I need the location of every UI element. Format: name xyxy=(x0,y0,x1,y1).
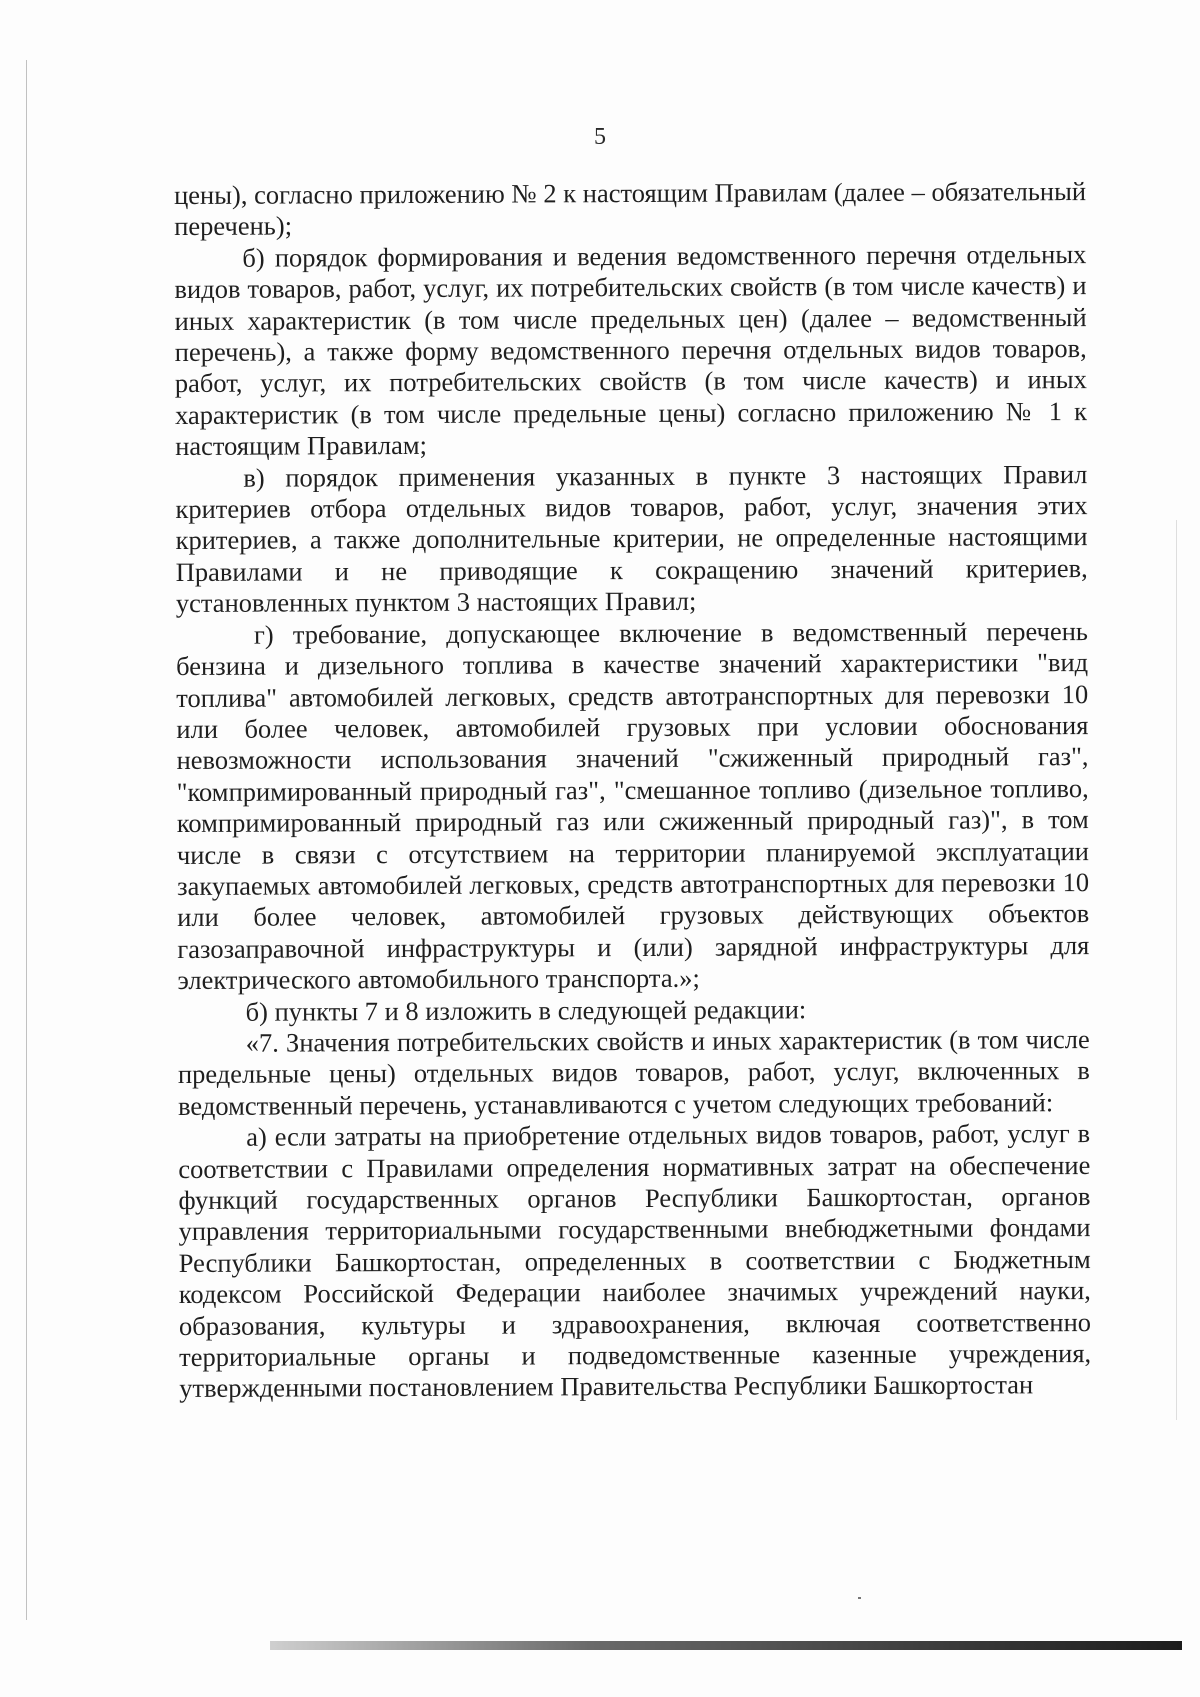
scan-edge-line xyxy=(1176,520,1177,1420)
paragraph: г) требование, допускающее включение в ведомственный перечень бензина и дизельного топлива в качестве значений характеристики "вид топлива" автомобилей легковых, средств автотранспортных для перевозки 10 или более человек, автомобилей грузовых при условии обоснования невозможности использования значений "сжиженный природный газ", "компримированный природный газ", "смешанное топливо (дизельное топливо, компримированный природный газ или сжиженный природный газ)", в том числе в связи с отсутствием на территории планируемой эксплуатации закупаемых автомобилей легковых, средств автотранспортных для перевозки 10 или более человек, автомобилей грузовых действующих объектов газозаправочной инфраструктуры и (или) зарядной инфраструктуры для электрического автомобильного транспорта.»; xyxy=(176,615,1090,996)
paragraph: а) если затраты на приобретение отдельных видов товаров, работ, услуг в соответствии с Правилами определения нормативных затрат на обеспечение функций государственных органов Республики Башкортостан, органов управления территориальными государственными внебюджетными фондами Республики Башкортостан, определенных в соответствии с Бюджетным кодексом Российской Федерации наиболее значимых учреждений науки, образования, культуры и здравоохранения, включая соответственно территориальные органы и подведомственные казенные учреждения, утвержденными постановлением Правительства Республики Башкортостан xyxy=(178,1118,1092,1404)
paragraph: «7. Значения потребительских свойств и иных характеристик (в том числе предельные цены) отдельных видов товаров, работ, услуг, включенных в ведомственный перечень, устанавливаются с учетом следующих требований: xyxy=(177,1023,1090,1121)
document-body xyxy=(174,176,1091,1405)
paragraph: в) порядок применения указанных в пункте 3 настоящих Правил критериев отбора отдельных видов товаров, работ, услуг, значения этих критериев, а также дополнительные критерии, не определенные настоящими Правилами и не приводящие к сокращению значений критериев, установленных пунктом 3 настоящих Правил; xyxy=(175,458,1088,619)
paragraph: б) пункты 7 и 8 изложить в следующей редакции: xyxy=(245,993,807,1027)
page-number: 5 xyxy=(594,124,606,150)
scan-edge-line xyxy=(26,60,27,1620)
paragraph: б) порядок формирования и ведения ведомственного перечня отдельных видов товаров, работ, услуг, их потребительских свойств (в том числе качеств) и иных характеристик (в том числе предельных цен) (далее – ведомственный перечень), а также форму ведомственного перечня отдельных видов товаров, работ, услуг, их потребительских свойств (в том числе качеств) и иных характеристик (в том числе предельные цены) согласно приложению № 1 к настоящим Правилам; xyxy=(174,238,1088,462)
scan-bottom-edge xyxy=(270,1641,1182,1650)
paragraph: цены), согласно приложению № 2 к настоящим Правилам (далее – обязательный перечень); xyxy=(174,176,1087,242)
scan-speck xyxy=(858,1597,861,1599)
